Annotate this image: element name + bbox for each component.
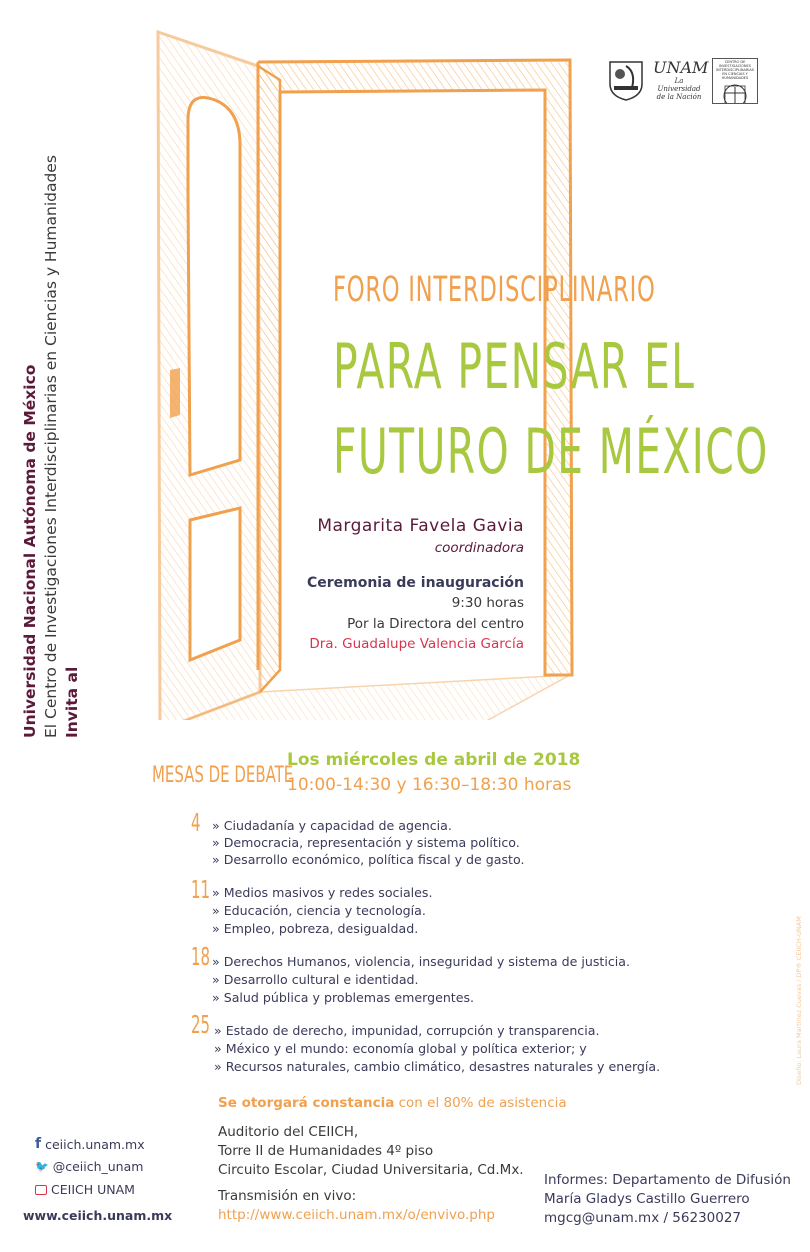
stream-label: Transmisión en vivo: bbox=[218, 1188, 357, 1204]
session-topic: » Democracia, representación y sistema político. bbox=[212, 835, 520, 850]
youtube-icon bbox=[35, 1185, 47, 1195]
schedule-hours: 10:00-14:30 y 16:30–18:30 horas bbox=[287, 775, 572, 795]
twitter-icon: 🐦 bbox=[35, 1160, 49, 1173]
website-link[interactable]: www.ceiich.unam.mx bbox=[23, 1208, 173, 1223]
twitter-handle: @ceiich_unam bbox=[52, 1159, 144, 1174]
title-line-1: PARA PENSAR EL bbox=[333, 330, 696, 403]
vertical-invitation bbox=[20, 155, 83, 738]
address-line-2: Torre II de Humanidades 4º piso bbox=[218, 1143, 434, 1159]
address-line-1: Auditorio del CEIICH, bbox=[218, 1124, 359, 1140]
certificate-bold: Se otorgará constancia bbox=[218, 1095, 395, 1111]
unam-logo-subtitle: La Universidad de la Nación bbox=[656, 77, 702, 101]
vitruvian-icon bbox=[713, 81, 757, 104]
info-line-3: mgcg@unam.mx / 56230027 bbox=[544, 1210, 742, 1226]
session-topic: » Salud pública y problemas emergentes. bbox=[212, 990, 475, 1005]
ceremony-by: Por la Directora del centro bbox=[347, 616, 524, 632]
session-topic: » Derechos Humanos, violencia, inseguridad y sistema de justicia. bbox=[212, 954, 630, 969]
twitter-link[interactable] bbox=[35, 1159, 143, 1174]
design-credit: Diseño: Laura Martínez Cuevas / DP® CEIICH-UNAM bbox=[795, 916, 803, 1085]
session-topic: » Ciudadanía y capacidad de agencia. bbox=[212, 818, 452, 833]
youtube-handle: CEIICH UNAM bbox=[51, 1182, 135, 1197]
session-topic: » Desarrollo cultural e identidad. bbox=[212, 972, 419, 987]
certificate-note bbox=[218, 1095, 567, 1111]
unam-logo-text: UNAM bbox=[653, 58, 709, 77]
address-line-3: Circuito Escolar, Ciudad Universitaria, Cd.Mx. bbox=[218, 1162, 524, 1178]
center-name: El Centro de Investigaciones Interdisciplinarias en Ciencias y Humanidades bbox=[42, 155, 60, 738]
session-topic: » Empleo, pobreza, desigualdad. bbox=[212, 921, 419, 936]
session-topic: » Educación, ciencia y tecnología. bbox=[212, 903, 426, 918]
session-day: 4 bbox=[191, 808, 201, 837]
ceiich-logo-text: CENTRO DE INVESTIGACIONES INTERDISCIPLINARIAS EN CIENCIAS Y HUMANIDADES bbox=[715, 60, 755, 80]
info-line-1: Informes: Departamento de Difusión bbox=[544, 1172, 791, 1188]
facebook-handle: ceiich.unam.mx bbox=[45, 1136, 145, 1152]
ceiich-logo bbox=[712, 58, 758, 104]
session-day: 25 bbox=[191, 1010, 211, 1039]
certificate-rest: con el 80% de asistencia bbox=[394, 1095, 567, 1111]
unam-logo bbox=[653, 58, 709, 104]
info-line-2: María Gladys Castillo Guerrero bbox=[544, 1191, 750, 1207]
session-topic: » Recursos naturales, cambio climático, desastres naturales y energía. bbox=[214, 1059, 661, 1074]
unam-shield-icon bbox=[606, 58, 646, 102]
ceremony-director: Dra. Guadalupe Valencia García bbox=[309, 636, 524, 652]
facebook-icon: f bbox=[35, 1136, 42, 1152]
session-topic: » Medios masivos y redes sociales. bbox=[212, 885, 433, 900]
invites-text: Invita al bbox=[63, 666, 81, 738]
ceremony-title: Ceremonia de inauguración bbox=[306, 575, 524, 591]
coordinator-name: Margarita Favela Gavia bbox=[317, 516, 524, 536]
stream-link[interactable]: http://www.ceiich.unam.mx/o/envivo.php bbox=[218, 1207, 495, 1223]
schedule-days: Los miércoles de abril de 2018 bbox=[287, 750, 581, 770]
ceremony-time: 9:30 horas bbox=[451, 595, 524, 611]
session-day: 11 bbox=[191, 875, 211, 904]
forum-subtitle: FORO INTERDISCIPLINARIO bbox=[333, 270, 656, 310]
session-topic: » Desarrollo económico, política fiscal y de gasto. bbox=[212, 852, 525, 867]
mesas-heading: MESAS DE DEBATE bbox=[152, 763, 294, 788]
session-topic: » México y el mundo: economía global y política exterior; y bbox=[214, 1041, 587, 1056]
university-name: Universidad Nacional Autónoma de México bbox=[21, 364, 39, 738]
session-topic: » Estado de derecho, impunidad, corrupción y transparencia. bbox=[214, 1023, 600, 1038]
coordinator-role: coordinadora bbox=[434, 540, 524, 556]
title-line-2: FUTURO DE MÉXICO bbox=[333, 415, 769, 488]
youtube-link[interactable] bbox=[35, 1182, 135, 1197]
session-day: 18 bbox=[191, 942, 211, 971]
facebook-link[interactable] bbox=[35, 1136, 145, 1152]
